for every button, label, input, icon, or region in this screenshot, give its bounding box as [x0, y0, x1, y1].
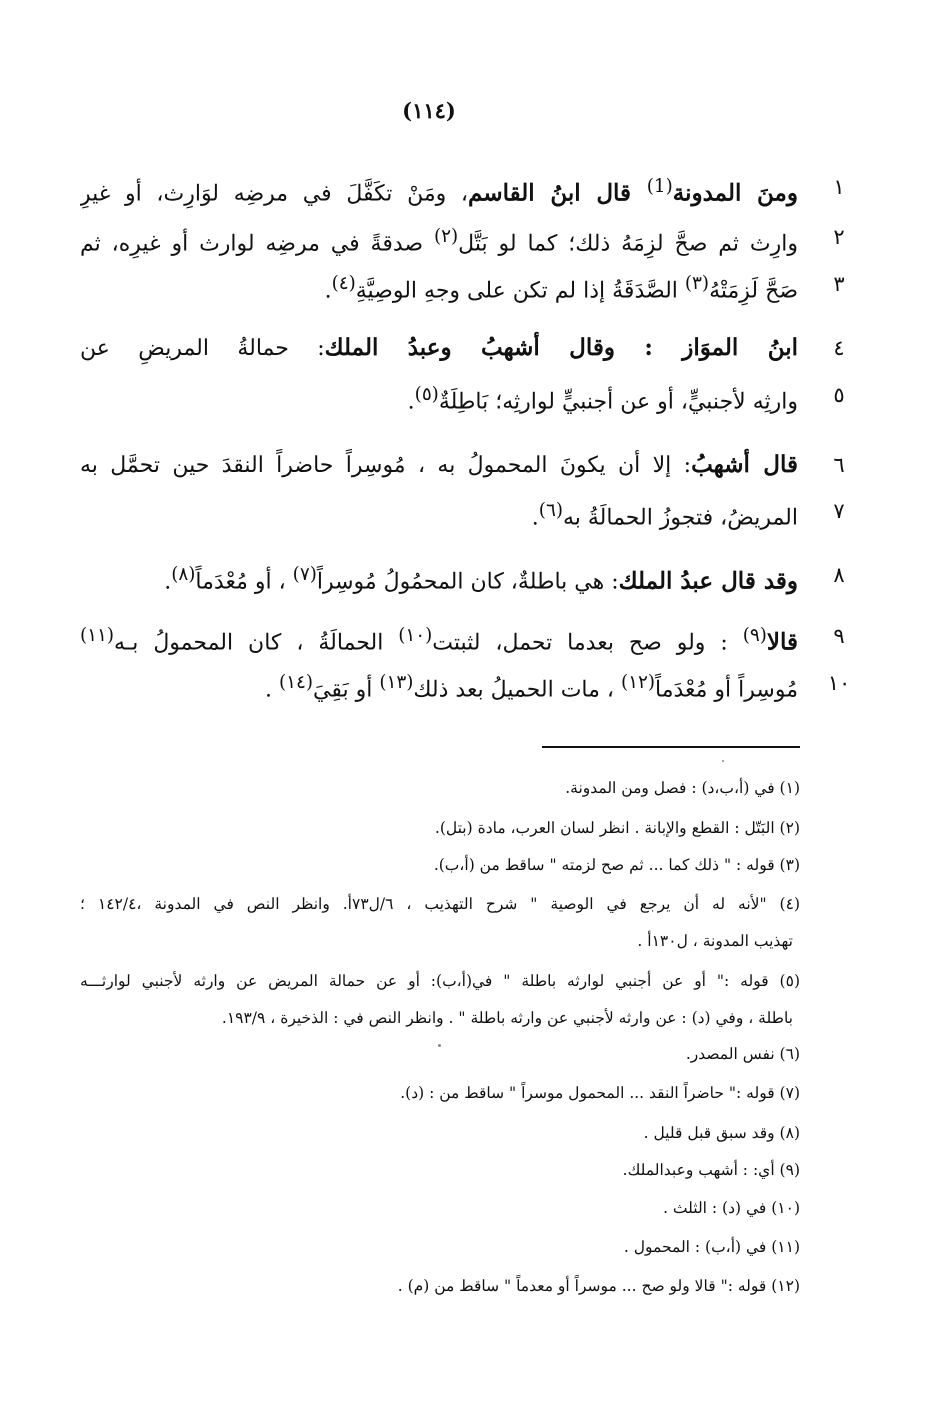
footnote-ref: (٤) [331, 273, 356, 294]
text-line-6 [0, 446, 938, 488]
text-line-3 [0, 265, 938, 307]
footnote-4-continuation: تهذيب المدونة ، ل١٣٠أ . [637, 932, 793, 950]
scan-speck [438, 1044, 441, 1047]
line-number: ٥ [833, 383, 845, 407]
line-number: ٢ [833, 225, 845, 249]
line-text: المريضُ، فتجوزُ الحمالَةُ به$^{(٦)}$. [531, 500, 798, 531]
text-line-10 [0, 664, 938, 706]
line-number: ٦ [833, 453, 845, 477]
line-number: ٨ [833, 563, 845, 587]
line-text: وقد قال عبدُ الملك: هي باطلةٌ، كان المحمُولُ مُوسِراً$^{(٧)}$ ، أو مُعْدَماً$^{(٨)}$. [164, 564, 798, 595]
text-line-5 [0, 376, 938, 418]
footnote-ref: (١٠) [398, 625, 433, 646]
scan-speck [722, 760, 724, 762]
line-text: ومنَ المدونة$^{(1)}$ قال ابنُ القاسم، ومَنْ تكَفَّلَ في مرضِه لوَارِث، أو غيرِ [80, 176, 798, 207]
footnote-11: (١١) في (أ،ب) : المحمول . [623, 1238, 800, 1256]
line-number: ٣ [833, 272, 845, 296]
footnote-separator [542, 746, 800, 748]
footnote-ref: (٨) [171, 564, 196, 585]
line-text: صَحَّ لَزِمَتْهُ$^{(٣)}$ الصَّدَقَةُ إذا لم تكن على وجهِ الوصِيَّةِ$^{(٤)}$. [324, 273, 798, 304]
footnote-2: (٢) البَتّل : القطع والإبانة . انظر لسان العرب، مادة (بتل). [434, 819, 800, 837]
line-number: ١ [833, 175, 845, 199]
footnote-ref: (٧) [292, 564, 317, 585]
footnote-ref: (٢) [434, 226, 459, 247]
footnote-ref: (٩) [742, 625, 767, 646]
bold-author: قالا [766, 628, 798, 656]
bold-author: قال أشهبُ [691, 451, 798, 478]
footnote-ref: (١١) [80, 625, 115, 646]
line-text: وارِث ثم صحَّ لزِمَهُ ذلك؛ كما لو بَتَّل$^{(٢)}$ صدقةً في مرضِه لوارث أو غيرِه، ثم [80, 226, 798, 257]
bold-author: : وقال أشهبُ وعبدُ الملك [324, 334, 683, 361]
text-line-1 [0, 168, 938, 210]
bold-author: قال ابنُ القاسم [468, 179, 647, 207]
footnote-ref: (1) [646, 176, 673, 197]
page-number: (١١٤) [402, 98, 456, 123]
footnote-ref: (٦) [538, 500, 563, 521]
footnote-8: (٨) وقد سبق قبل قليل . [643, 1124, 800, 1142]
footnote-3: (٣) قوله : " ذلك كما ... ثم صح لزمته " ساقط من (أ،ب). [433, 856, 800, 874]
text-line-7 [0, 492, 938, 534]
text-line-2 [0, 218, 938, 260]
footnote-ref: (١٣) [379, 672, 414, 693]
line-number: ٧ [833, 499, 845, 523]
footnote-6: (٦) نفس المصدر. [685, 1045, 800, 1063]
footnote-10: (١٠) في (د) : الثلث . [663, 1199, 800, 1217]
line-number: ١٠ [827, 671, 851, 695]
text-line-4 [0, 329, 938, 371]
text-line-8 [0, 556, 938, 598]
line-text: قالا$^{(٩)}$ : ولو صح بعدما تحمل، لثبتت$^{(١٠)}$ الحمالَةُ ، كان المحمولُ بـه$^{(١١)}$ [80, 625, 798, 656]
line-text: قال أشهبُ: إلا أن يكونَ المحمولُ به ، مُوسِراً حاضراً النقدَ حين تحمَّل به [80, 451, 798, 478]
footnote-7: (٧) قوله :" حاضراً النقد ... المحمول موسراً " ساقط من : (د). [400, 1084, 800, 1102]
bold-source: ومنَ المدونة [672, 179, 798, 207]
line-number: ٩ [833, 624, 845, 648]
bold-author: وقد قال عبدُ الملك [618, 567, 798, 595]
footnote-5-continuation: باطلة ، وفي (د) : عن وارثه لأجنبي عن وارثه باطلة " . وانظر النص في : الذخيرة ، ١٩٣/٩. [221, 1009, 793, 1027]
footnote-ref: (٣) [684, 273, 710, 294]
line-text: مُوسِراً أو مُعْدَماً$^{(١٢)}$ ، مات الحميلُ بعد ذلك$^{(١٣)}$ أو بَقِيَ$^{(١٤)}$ . [265, 672, 798, 703]
footnote-ref: (٥) [414, 384, 439, 405]
footnote-12: (١٢) قوله :" قالا ولو صح ... موسراً أو معدماً " ساقط من (م) . [397, 1277, 800, 1295]
footnote-9: (٩) أي: : أشهب وعبدالملك. [622, 1161, 800, 1179]
text-line-9 [0, 617, 938, 659]
footnote-5: (٥) قوله :" أو عن أجنبي لوارثه باطلة " في(أ،ب): أو عن حمالة المريض عن وارثه لأجنبي لوارثـــه [80, 972, 800, 990]
footnote-ref: (١٤) [279, 672, 314, 693]
line-text: ابنُ الموَاز : وقال أشهبُ وعبدُ الملك: حمالةُ المريضِ عن [80, 334, 798, 361]
footnote-4: (٤) "لأنه له أن يرجع في الوصية " شرح التهذيب ، ٦/ل٧٣أ. وانظر النص في المدونة ،١٤٢/٤ ؛ [80, 895, 800, 913]
footnote-1: (١) في (أ،ب،د) : فصل ومن المدونة. [565, 779, 800, 797]
bold-author: ابنُ الموَاز [682, 334, 798, 361]
footnote-ref: (١٢) [620, 672, 655, 693]
line-number: ٤ [833, 336, 845, 360]
line-text: وارثِه لأجنبيٍّ، أو عن أجنبيٍّ لوارثِه؛ بَاطِلَةٌ$^{(٥)}$. [407, 384, 798, 415]
